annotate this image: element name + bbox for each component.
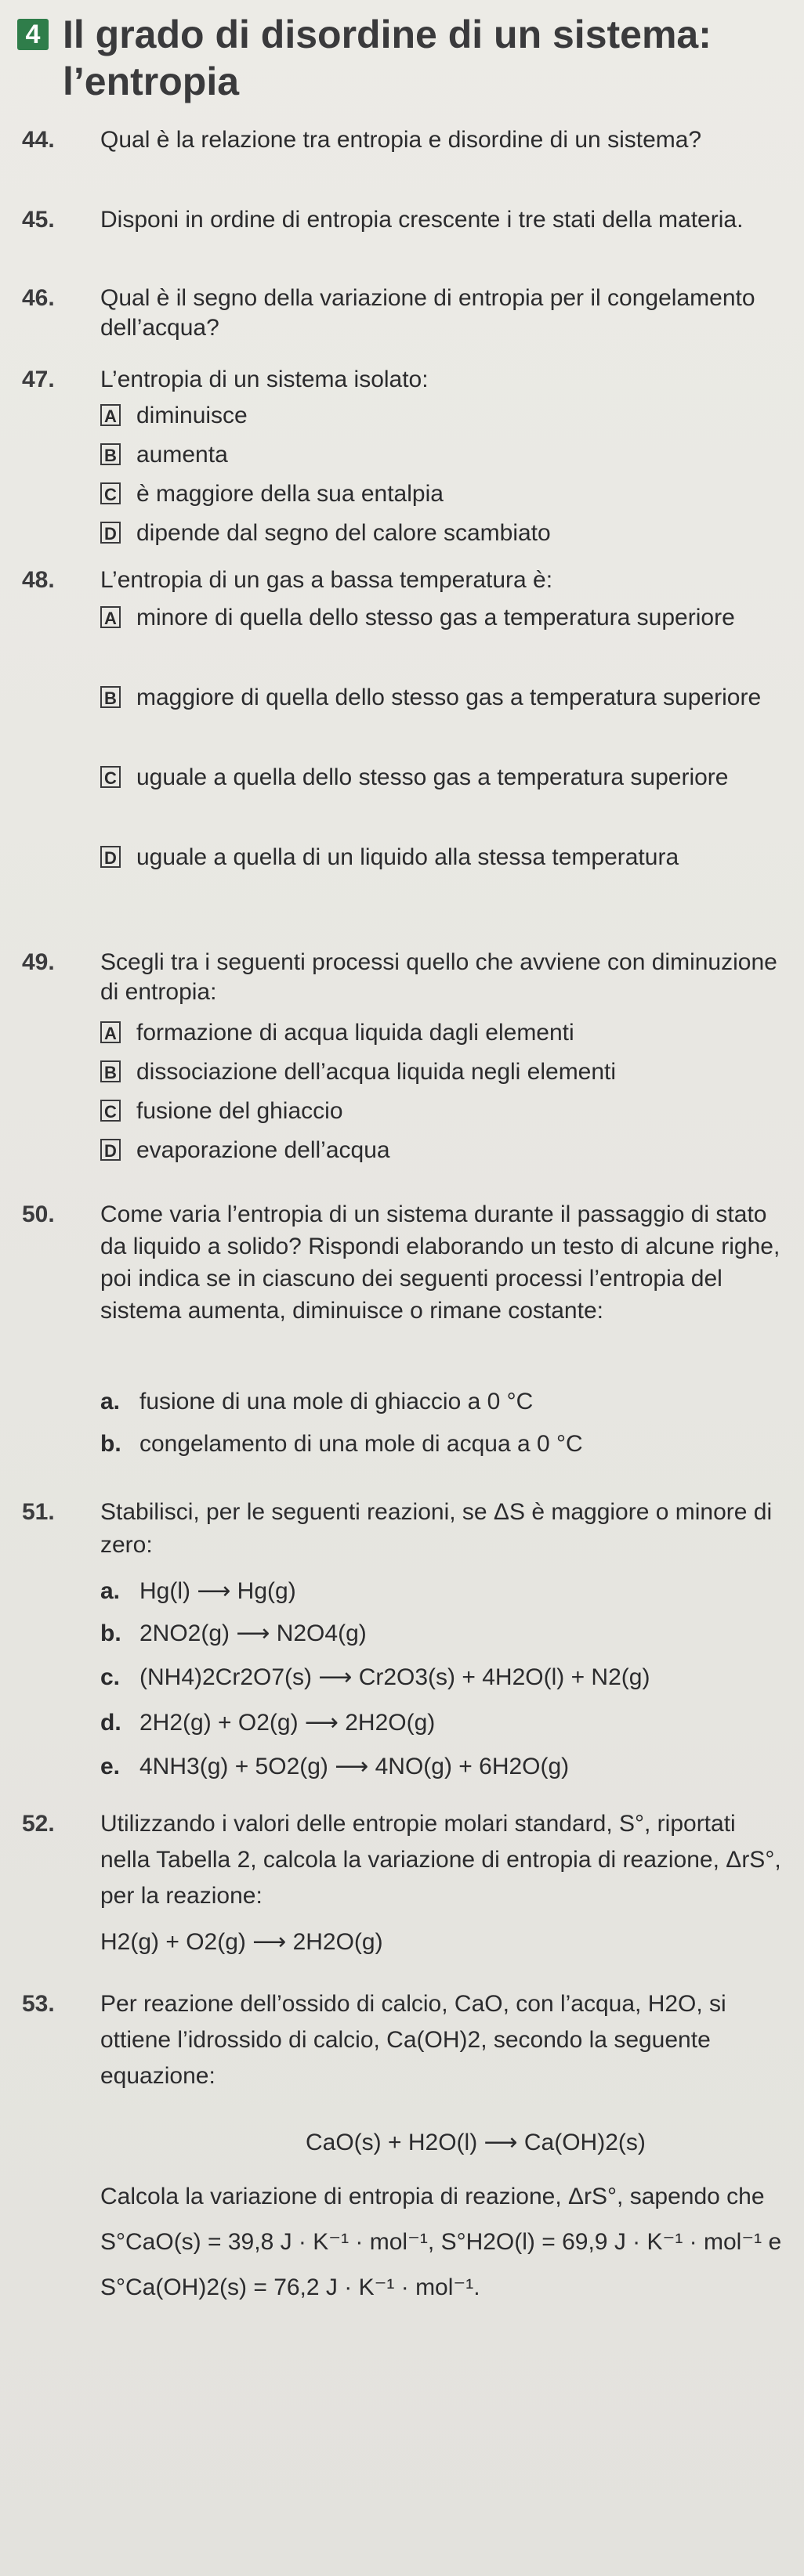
- question-44: [22, 125, 782, 188]
- question-text: Per reazione dell’ossido di calcio, CaO, con l’acqua, H2O, si ottiene l’idrossido di calcio, Ca(OH)2, secondo la seguente equazione:: [100, 1991, 726, 2089]
- question-53-continued: [22, 2174, 782, 2378]
- item-letter: d.: [100, 1710, 121, 1736]
- question-text: Qual è la relazione tra entropia e disordine di un sistema?: [100, 127, 702, 153]
- option-letter-box: B: [100, 443, 121, 465]
- option-letter-box: D: [100, 522, 121, 544]
- option-text: aumenta: [136, 442, 228, 468]
- question-text: Calcola la variazione di entropia di reazione, ΔrS°, sapendo che S°CaO(s) = 39,8 J · K⁻¹ · mol⁻¹, S°H2O(l) = 69,9 J · K⁻¹ · mol⁻¹ e S°Ca(OH)2(s) = 76,2 J · K⁻¹ · mol⁻¹.: [100, 2184, 782, 2300]
- option-letter-box: A: [100, 404, 121, 426]
- option-letter-box: D: [100, 1139, 121, 1161]
- option-text: formazione di acqua liquida dagli elementi: [136, 1020, 574, 1046]
- option-text: maggiore di quella dello stesso gas a temperatura superiore: [136, 685, 762, 710]
- option-letter-box: C: [100, 482, 121, 504]
- reaction-c: [100, 1662, 782, 1693]
- item-a: [100, 1386, 782, 1418]
- question-text: Scegli tra i seguenti processi quello che avviene con diminuzione di entropia:: [100, 949, 777, 1005]
- option-text: diminuisce: [136, 403, 248, 428]
- reaction-d: [100, 1707, 782, 1739]
- question-46: [22, 284, 782, 346]
- option-d: [100, 1136, 774, 1167]
- question-52: [22, 1806, 782, 1916]
- section-title: Il grado di disordine di un sistema: l’entropia: [63, 13, 712, 103]
- reaction-equation: Hg(l) ⟶ Hg(g): [139, 1578, 296, 1604]
- item-b: [100, 1429, 782, 1460]
- question-text: Come varia l’entropia di un sistema durante il passaggio di stato da liquido a solido? Rispondi elaborando un testo di alcune righe, poi indica se in ciascuno dei seguenti processi l’entropia del sistema aumenta, diminuisce o rimane costante:: [100, 1201, 780, 1324]
- option-text: uguale a quella di un liquido alla stessa temperatura: [136, 844, 679, 870]
- section-number: 4: [17, 19, 49, 50]
- reaction-e: [100, 1751, 782, 1783]
- question-text: L’entropia di un gas a bassa temperatura è:: [100, 567, 553, 593]
- option-letter-box: A: [100, 606, 121, 628]
- option-text: dissociazione dell’acqua liquida negli elementi: [136, 1059, 617, 1085]
- item-letter: b.: [100, 1431, 121, 1457]
- question-number: 44.: [22, 127, 55, 153]
- item-text: fusione di una mole di ghiaccio a 0 °C: [139, 1389, 534, 1414]
- option-b: [100, 683, 774, 746]
- reaction-equation: 4NH3(g) + 5O2(g) ⟶ 4NO(g) + 6H2O(g): [139, 1754, 570, 1779]
- option-b: [100, 440, 774, 471]
- option-letter-box: A: [100, 1021, 121, 1043]
- option-a: [100, 401, 774, 432]
- option-c: [100, 479, 774, 511]
- reaction-equation: (NH4)2Cr2O7(s) ⟶ Cr2O3(s) + 4H2O(l) + N2(g): [139, 1664, 650, 1690]
- question-text: L’entropia di un sistema isolato:: [100, 367, 429, 392]
- option-letter-box: C: [100, 1100, 121, 1122]
- option-b: [100, 1057, 774, 1089]
- item-letter: b.: [100, 1620, 121, 1646]
- question-number: 52.: [22, 1811, 55, 1837]
- reaction-a: [100, 1576, 782, 1607]
- question-number: 46.: [22, 285, 55, 311]
- option-letter-box: B: [100, 686, 121, 708]
- item-letter: c.: [100, 1664, 121, 1690]
- option-text: è maggiore della sua entalpia: [136, 481, 444, 507]
- item-letter: a.: [100, 1578, 121, 1604]
- question-49: [22, 948, 782, 1010]
- reaction-equation: 2NO2(g) ⟶ N2O4(g): [139, 1620, 367, 1646]
- option-d: [100, 518, 774, 550]
- reaction-equation: H2(g) + O2(g) ⟶ 2H2O(g): [100, 1929, 383, 1955]
- question-text: Qual è il segno della variazione di entropia per il congelamento dell’acqua?: [100, 285, 755, 341]
- question-number: 47.: [22, 367, 55, 392]
- option-text: fusione del ghiaccio: [136, 1098, 343, 1124]
- question-48: [22, 565, 782, 597]
- item-letter: a.: [100, 1389, 121, 1414]
- option-a: [100, 603, 774, 666]
- question-number: 53.: [22, 1991, 55, 2017]
- reaction-b: [100, 1618, 782, 1649]
- item-text: congelamento di una mole di acqua a 0 °C: [139, 1431, 583, 1457]
- question-number: 50.: [22, 1201, 55, 1227]
- question-number: 49.: [22, 949, 55, 975]
- option-text: minore di quella dello stesso gas a temperatura superiore: [136, 605, 735, 630]
- question-text: Utilizzando i valori delle entropie molari standard, S°, riportati nella Tabella 2, calcola la variazione di entropia di reazione, ΔrS°, per la reazione:: [100, 1811, 781, 1909]
- question-51: [22, 1496, 782, 1566]
- item-letter: e.: [100, 1754, 121, 1779]
- question-number: 51.: [22, 1499, 55, 1525]
- question-number: 48.: [22, 567, 55, 593]
- option-text: evaporazione dell’acqua: [136, 1137, 390, 1163]
- option-text: uguale a quella dello stesso gas a temperatura superiore: [136, 764, 729, 790]
- question-text: Disponi in ordine di entropia crescente i tre stati della materia.: [100, 207, 744, 233]
- question-number: 45.: [22, 207, 55, 233]
- option-letter-box: C: [100, 766, 121, 788]
- reaction-equation: CaO(s) + H2O(l) ⟶ Ca(OH)2(s): [306, 2130, 646, 2155]
- option-c: [100, 763, 774, 826]
- option-d: [100, 843, 774, 905]
- question-53: [22, 1986, 782, 2127]
- option-letter-box: B: [100, 1060, 121, 1082]
- option-text: dipende dal segno del calore scambiato: [136, 520, 551, 546]
- option-letter-box: D: [100, 846, 121, 868]
- question-45: [22, 205, 782, 268]
- option-a: [100, 1018, 774, 1050]
- question-47: [22, 365, 782, 396]
- option-c: [100, 1097, 774, 1128]
- reaction-equation: 2H2(g) + O2(g) ⟶ 2H2O(g): [139, 1710, 436, 1736]
- question-text: Stabilisci, per le seguenti reazioni, se ΔS è maggiore o minore di zero:: [100, 1499, 773, 1558]
